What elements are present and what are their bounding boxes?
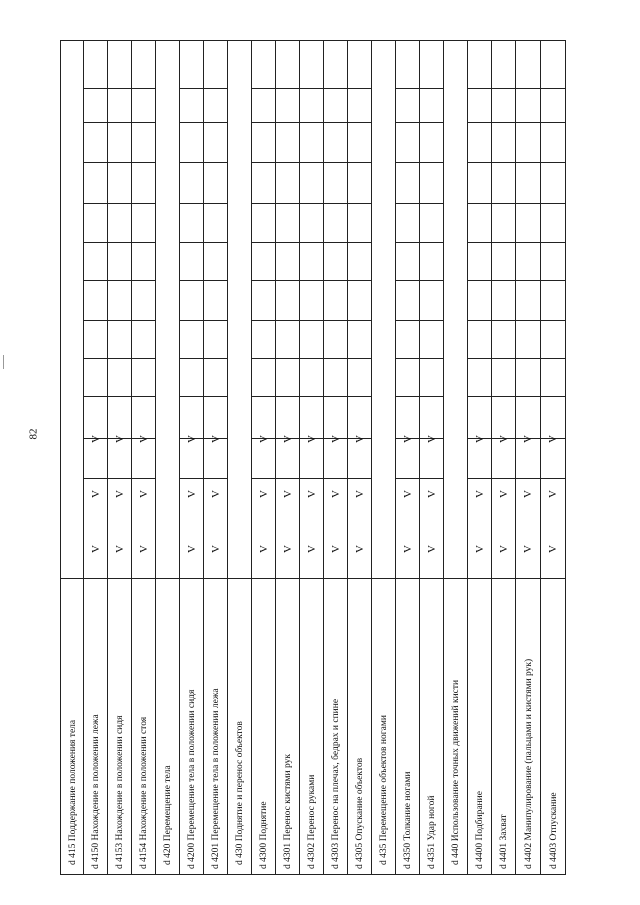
cell-border xyxy=(420,396,443,397)
row-label: d 4154 Нахождение в положении стоя xyxy=(139,716,149,869)
cell-border xyxy=(300,122,323,123)
cell-border xyxy=(324,578,347,579)
cell-border xyxy=(300,203,323,204)
check-mark: V xyxy=(137,490,150,498)
check-mark: V xyxy=(209,490,222,498)
cell-border xyxy=(108,478,131,479)
check-mark: V xyxy=(547,545,559,553)
cell-border xyxy=(300,478,323,479)
check-mark: V xyxy=(281,490,294,498)
cell-border xyxy=(132,396,155,397)
check-mark: V xyxy=(473,490,486,498)
table-row xyxy=(180,40,204,875)
check-mark: V xyxy=(425,490,438,498)
cell-border xyxy=(300,578,323,579)
cell-border xyxy=(132,578,155,579)
cell-border xyxy=(396,162,419,163)
row-label: d 4300 Поднятие xyxy=(259,801,269,869)
cell-border xyxy=(252,320,275,321)
cell-border xyxy=(396,242,419,243)
cell-border xyxy=(420,320,443,321)
check-mark: V xyxy=(522,435,534,443)
cell-border xyxy=(516,122,540,123)
cell-border xyxy=(324,203,347,204)
check-mark: V xyxy=(522,490,534,498)
cell-border xyxy=(541,203,565,204)
check-mark: V xyxy=(89,435,102,443)
cell-border xyxy=(420,578,443,579)
cell-border xyxy=(420,122,443,123)
cell-border xyxy=(84,320,107,321)
table-row xyxy=(276,40,300,875)
cell-border xyxy=(180,478,203,479)
cell-border xyxy=(132,358,155,359)
check-mark: V xyxy=(137,435,150,443)
assessment-table xyxy=(60,40,570,875)
cell-border xyxy=(108,280,131,281)
cell-border xyxy=(228,578,251,579)
cell-border xyxy=(492,396,515,397)
cell-border xyxy=(492,203,515,204)
cell-border xyxy=(300,320,323,321)
row-label: d 4350 Толкание ногами xyxy=(403,771,413,869)
check-mark: V xyxy=(281,545,294,553)
cell-border xyxy=(84,203,107,204)
cell-border xyxy=(324,320,347,321)
cell-border xyxy=(492,578,515,579)
check-mark: V xyxy=(113,435,126,443)
cell-border xyxy=(348,396,371,397)
cell-border xyxy=(516,88,540,89)
cell-border xyxy=(276,358,299,359)
cell-border xyxy=(108,203,131,204)
cell-border xyxy=(468,88,491,89)
check-mark: V xyxy=(353,435,366,443)
row-label: d 4402 Манипулирование (пальцами и кистями рук) xyxy=(523,658,534,869)
check-mark: V xyxy=(425,545,438,553)
cell-border xyxy=(84,162,107,163)
check-mark: V xyxy=(329,435,342,443)
cell-border xyxy=(108,358,131,359)
cell-border xyxy=(468,320,491,321)
table-row xyxy=(420,40,444,875)
cell-border xyxy=(180,88,203,89)
cell-border xyxy=(348,578,371,579)
cell-border xyxy=(516,396,540,397)
cell-border xyxy=(492,358,515,359)
check-mark: V xyxy=(329,545,342,553)
cell-border xyxy=(252,578,275,579)
table-row xyxy=(492,40,516,875)
cell-border xyxy=(468,162,491,163)
cell-border xyxy=(516,203,540,204)
cell-border xyxy=(468,478,491,479)
cell-border xyxy=(396,320,419,321)
check-mark: V xyxy=(401,435,414,443)
cell-border xyxy=(492,320,515,321)
cell-border xyxy=(252,122,275,123)
table-row xyxy=(468,40,492,875)
check-mark: V xyxy=(209,545,222,553)
check-mark: V xyxy=(401,545,414,553)
cell-border xyxy=(300,162,323,163)
cell-border xyxy=(324,280,347,281)
cell-border xyxy=(108,578,131,579)
cell-border xyxy=(252,396,275,397)
cell-border xyxy=(108,88,131,89)
cell-border xyxy=(252,478,275,479)
cell-border xyxy=(84,478,107,479)
cell-border xyxy=(541,122,565,123)
check-mark: V xyxy=(353,545,366,553)
row-label: d 4305 Опускание объектов xyxy=(355,757,365,869)
check-mark: V xyxy=(522,545,534,553)
cell-border xyxy=(492,478,515,479)
cell-border xyxy=(204,478,227,479)
cell-border xyxy=(541,396,565,397)
cell-border xyxy=(204,162,227,163)
cell-border xyxy=(204,578,227,579)
check-mark: V xyxy=(281,435,294,443)
cell-border xyxy=(300,242,323,243)
cell-border xyxy=(396,280,419,281)
cell-border xyxy=(492,162,515,163)
table-top-border xyxy=(60,40,566,41)
cell-border xyxy=(348,203,371,204)
check-mark: V xyxy=(473,545,486,553)
cell-border xyxy=(541,162,565,163)
check-mark: V xyxy=(497,435,510,443)
cell-border xyxy=(396,88,419,89)
row-label: d 4303 Перенос на плечах, бедрах и спине xyxy=(331,698,341,869)
cell-border xyxy=(324,122,347,123)
cell-border xyxy=(180,578,203,579)
section-row xyxy=(60,40,84,875)
row-label: d 4302 Перенос руками xyxy=(307,774,317,869)
cell-border xyxy=(516,242,540,243)
cell-border xyxy=(324,358,347,359)
section-row xyxy=(444,40,468,875)
cell-border xyxy=(276,203,299,204)
cell-border xyxy=(420,358,443,359)
table-row xyxy=(84,40,108,875)
cell-border xyxy=(492,242,515,243)
cell-border xyxy=(132,122,155,123)
cell-border xyxy=(180,358,203,359)
row-label: d 4351 Удар ногой xyxy=(427,795,437,869)
check-mark: V xyxy=(185,435,198,443)
table-row xyxy=(396,40,420,875)
cell-border xyxy=(516,320,540,321)
cell-border xyxy=(276,320,299,321)
cell-border xyxy=(204,358,227,359)
table-row xyxy=(516,40,541,875)
table-row xyxy=(132,40,156,875)
cell-border xyxy=(300,358,323,359)
section-label: d 435 Перемещение объектов ногами xyxy=(379,715,389,865)
cell-border xyxy=(492,280,515,281)
cell-border xyxy=(348,320,371,321)
cell-border xyxy=(468,578,491,579)
check-mark: V xyxy=(257,435,270,443)
cell-border xyxy=(204,122,227,123)
check-mark: V xyxy=(137,545,150,553)
cell-border xyxy=(348,280,371,281)
cell-border xyxy=(468,122,491,123)
cell-border xyxy=(204,396,227,397)
cell-border xyxy=(180,122,203,123)
cell-border xyxy=(541,320,565,321)
cell-border xyxy=(276,280,299,281)
cell-border xyxy=(132,162,155,163)
cell-border xyxy=(204,88,227,89)
cell-border xyxy=(396,203,419,204)
cell-border xyxy=(84,88,107,89)
cell-border xyxy=(276,396,299,397)
cell-border xyxy=(132,478,155,479)
cell-border xyxy=(348,88,371,89)
cell-border xyxy=(396,578,419,579)
cell-border xyxy=(541,578,565,579)
check-mark: V xyxy=(305,490,318,498)
cell-border xyxy=(468,280,491,281)
cell-border xyxy=(204,280,227,281)
cell-border xyxy=(348,358,371,359)
cell-border xyxy=(372,578,395,579)
cell-border xyxy=(396,478,419,479)
check-mark: V xyxy=(113,490,126,498)
check-mark: V xyxy=(329,490,342,498)
cell-border xyxy=(108,162,131,163)
cell-border xyxy=(396,122,419,123)
check-mark: V xyxy=(425,435,438,443)
cell-border xyxy=(541,280,565,281)
check-mark: V xyxy=(547,435,559,443)
section-label: d 415 Поддержание положения тела xyxy=(68,719,78,865)
cell-border xyxy=(252,162,275,163)
check-mark: V xyxy=(209,435,222,443)
cell-border xyxy=(252,88,275,89)
cell-border xyxy=(180,203,203,204)
cell-border xyxy=(276,162,299,163)
cell-border xyxy=(541,478,565,479)
cell-border xyxy=(132,88,155,89)
table-row xyxy=(541,40,566,875)
cell-border xyxy=(132,242,155,243)
cell-border xyxy=(324,88,347,89)
cell-border xyxy=(300,396,323,397)
cell-border xyxy=(252,358,275,359)
cell-border xyxy=(180,396,203,397)
cell-border xyxy=(132,320,155,321)
cell-border xyxy=(468,396,491,397)
cell-border xyxy=(61,578,83,579)
cell-border xyxy=(420,88,443,89)
section-label: d 440 Использование точных движений кисти xyxy=(451,679,461,865)
cell-border xyxy=(180,242,203,243)
cell-border xyxy=(396,396,419,397)
check-mark: V xyxy=(185,490,198,498)
table-row xyxy=(324,40,348,875)
cell-border xyxy=(348,242,371,243)
row-label: d 4403 Отпускание xyxy=(548,792,559,869)
cell-border xyxy=(252,203,275,204)
cell-border xyxy=(84,396,107,397)
row-label: d 4400 Подбирание xyxy=(475,791,485,869)
cell-border xyxy=(276,242,299,243)
cell-border xyxy=(468,242,491,243)
cell-border xyxy=(108,396,131,397)
cell-border xyxy=(204,242,227,243)
table-row xyxy=(252,40,276,875)
cell-border xyxy=(420,280,443,281)
check-mark: V xyxy=(401,490,414,498)
table-row xyxy=(108,40,132,875)
cell-border xyxy=(396,358,419,359)
cell-border xyxy=(108,122,131,123)
check-mark: V xyxy=(305,435,318,443)
cell-border xyxy=(84,122,107,123)
cell-border xyxy=(468,358,491,359)
cell-border xyxy=(108,320,131,321)
check-mark: V xyxy=(89,490,102,498)
cell-border xyxy=(420,242,443,243)
cell-border xyxy=(492,88,515,89)
cell-border xyxy=(541,242,565,243)
cell-border xyxy=(180,280,203,281)
table-row xyxy=(348,40,372,875)
cell-border xyxy=(84,358,107,359)
cell-border xyxy=(156,578,179,579)
check-mark: V xyxy=(113,545,126,553)
check-mark: V xyxy=(473,435,486,443)
table-row xyxy=(300,40,324,875)
cell-border xyxy=(108,242,131,243)
cell-border xyxy=(420,478,443,479)
check-mark: V xyxy=(185,545,198,553)
cell-border xyxy=(348,122,371,123)
check-mark: V xyxy=(547,490,559,498)
section-label: d 430 Поднятие и перенос объектов xyxy=(235,721,245,865)
cell-border xyxy=(541,358,565,359)
table-bottom-border xyxy=(60,874,566,875)
page-number: 82 xyxy=(27,428,40,440)
check-mark: V xyxy=(497,490,510,498)
cell-border xyxy=(252,280,275,281)
cell-border xyxy=(180,320,203,321)
cell-border xyxy=(348,478,371,479)
cell-border xyxy=(204,320,227,321)
check-mark: V xyxy=(89,545,102,553)
row-label: d 4201 Перемещение тела в положении лежа xyxy=(211,688,221,869)
check-mark: V xyxy=(353,490,366,498)
section-label: d 420 Перемещение тела xyxy=(163,765,173,865)
section-row xyxy=(372,40,396,875)
table-row xyxy=(204,40,228,875)
cell-border xyxy=(468,203,491,204)
row-label: d 4301 Перенос кистями рук xyxy=(283,754,293,869)
cell-border xyxy=(324,162,347,163)
cell-border xyxy=(300,280,323,281)
row-label: d 4153 Нахождение в положении сидя xyxy=(115,715,125,869)
cell-border xyxy=(324,242,347,243)
row-label: d 4150 Нахождение в положении лежа xyxy=(91,714,101,869)
cell-border xyxy=(516,578,540,579)
cell-border xyxy=(516,162,540,163)
cell-border xyxy=(516,280,540,281)
scan-mark xyxy=(3,355,4,369)
cell-border xyxy=(492,122,515,123)
cell-border xyxy=(84,280,107,281)
cell-border xyxy=(420,162,443,163)
cell-border xyxy=(444,578,467,579)
check-mark: V xyxy=(305,545,318,553)
cell-border xyxy=(276,578,299,579)
check-mark: V xyxy=(257,490,270,498)
cell-border xyxy=(276,122,299,123)
section-row xyxy=(228,40,252,875)
cell-border xyxy=(252,242,275,243)
cell-border xyxy=(324,478,347,479)
row-label: d 4200 Перемещение тела в положении сидя xyxy=(187,689,197,869)
cell-border xyxy=(276,478,299,479)
cell-border xyxy=(516,358,540,359)
cell-border xyxy=(276,88,299,89)
cell-border xyxy=(324,396,347,397)
row-label: d 4401 Захват xyxy=(499,814,509,869)
cell-border xyxy=(132,203,155,204)
section-row xyxy=(156,40,180,875)
check-mark: V xyxy=(497,545,510,553)
cell-border xyxy=(204,203,227,204)
cell-border xyxy=(300,88,323,89)
cell-border xyxy=(420,203,443,204)
cell-border xyxy=(541,88,565,89)
cell-border xyxy=(180,162,203,163)
cell-border xyxy=(348,162,371,163)
cell-border xyxy=(516,478,540,479)
cell-border xyxy=(132,280,155,281)
cell-border xyxy=(84,242,107,243)
cell-border xyxy=(84,578,107,579)
check-mark: V xyxy=(257,545,270,553)
